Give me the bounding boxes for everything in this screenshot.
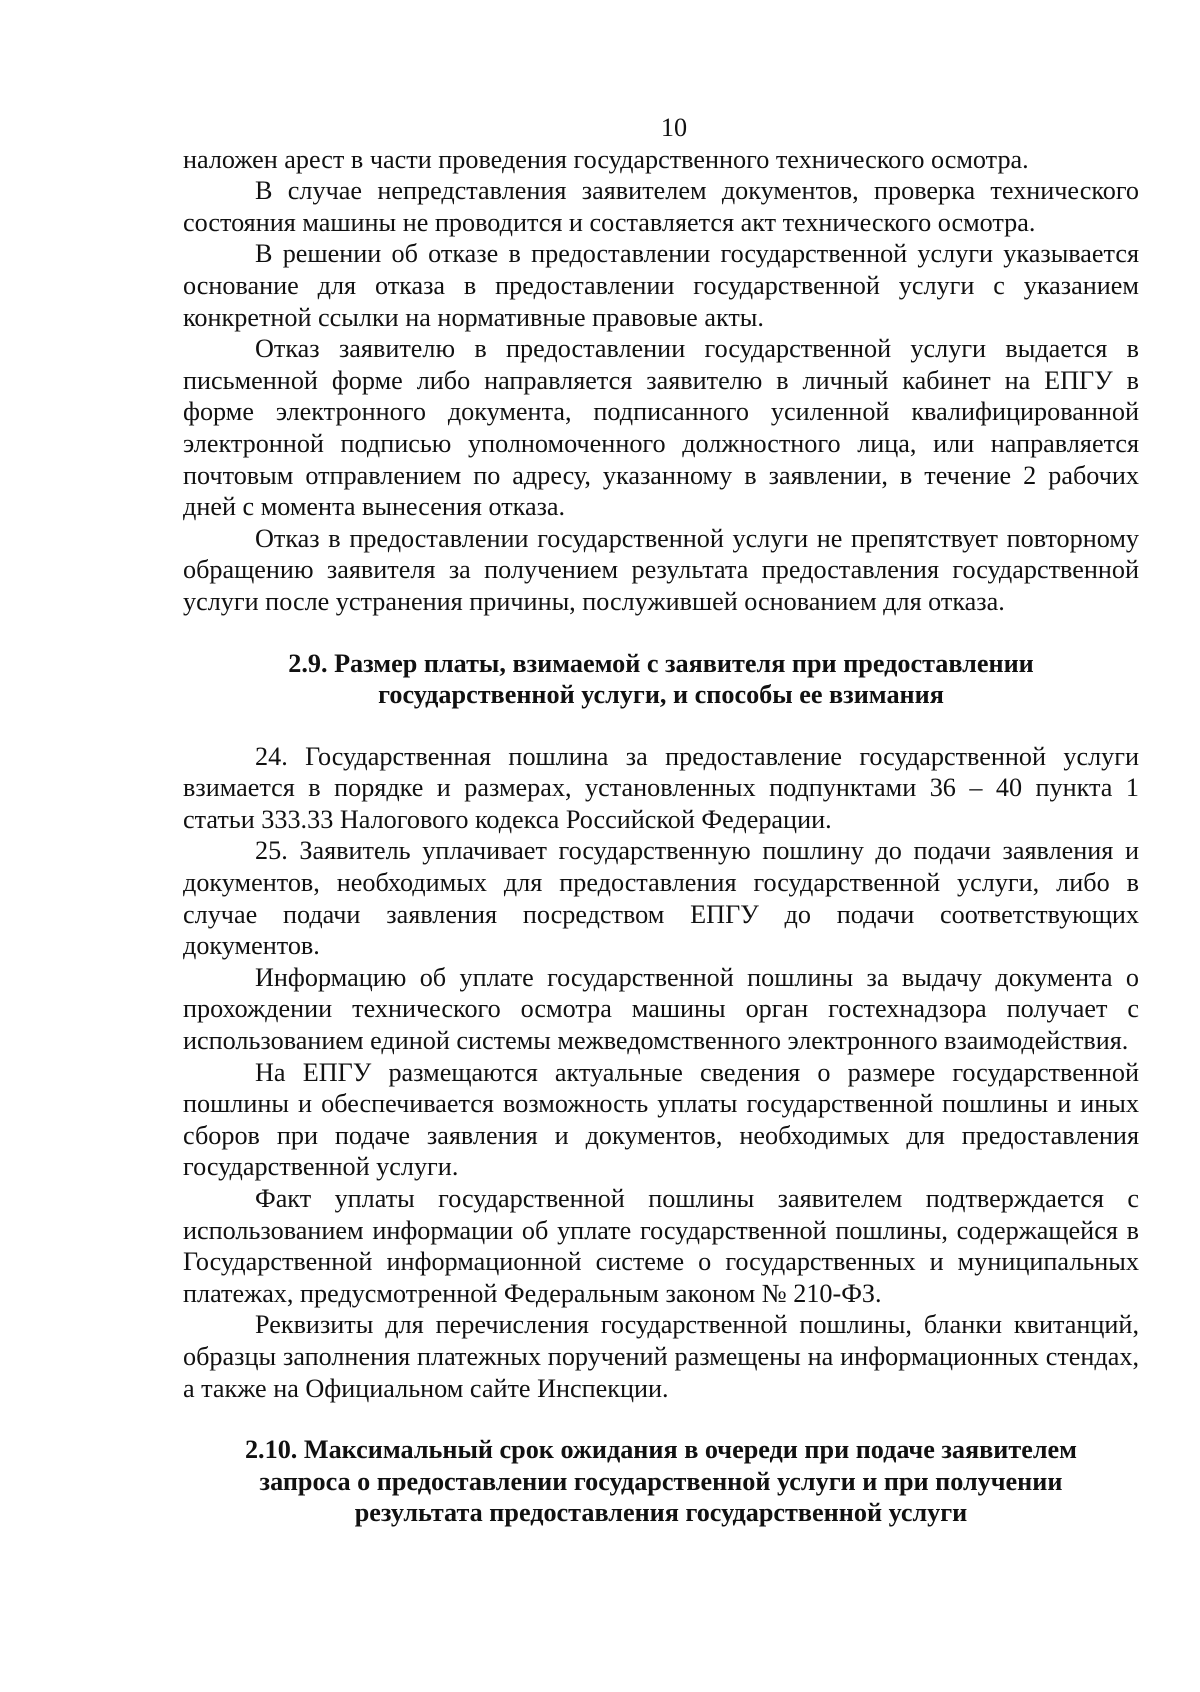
paragraph-arrest: наложен арест в части проведения государственного технического осмотра.: [183, 144, 1029, 174]
paragraph-item-24: 24. Государственная пошлина за предоставление государственной услуги взимается в порядке и размерах, установленных подпунктами 36 – 40 пункта 1 статьи 333.33 Налогового кодекса Российской Федерации.: [183, 741, 1139, 834]
paragraph-payment-confirmation: Факт уплаты государственной пошлины заявителем подтверждается с использованием информации об уплате государственной пошлины, содержащейся в Государственной информационной системе о государственных и муниципальных платежах, предусмотренной Федеральным законом № 210-ФЗ.: [183, 1184, 1139, 1308]
section-heading-2-10-line1: 2.10. Максимальный срок ожидания в очереди при подаче заявителем: [244, 1435, 1078, 1465]
section-heading-2-10: [183, 1434, 1139, 1529]
section-heading-2-9: [183, 648, 1139, 711]
paragraph-refusal-decision: В решении об отказе в предоставлении государственной услуги указывается основание для отказа в предоставлении государственной услуги с указанием конкретной ссылки на нормативные правовые акты.: [183, 239, 1139, 332]
paragraph-refusal-delivery: Отказ заявителю в предоставлении государственной услуги выдается в письменной форме либо направляется заявителю в личный кабинет на ЕПГУ в форме электронного документа, подписанного усиленной квалифицированной электронной подписью уполномоченного должностного лица, или направляется почтовым отправлением по адресу, указанному в заявлении, в течение 2 рабочих дней с момента вынесения отказа.: [183, 334, 1139, 522]
paragraph-epgu-payment: На ЕПГУ размещаются актуальные сведения о размере государственной пошлины и обеспечивается возможность уплаты государственной пошлины и иных сборов при подаче заявления и документов, необходимых для предоставления государственной услуги.: [183, 1057, 1139, 1182]
section-heading-2-10-line2: запроса о предоставлении государственной услуги и при получении: [259, 1466, 1063, 1496]
section-heading-2-9-line1: 2.9. Размер платы, взимаемой с заявителя при предоставлении: [288, 648, 1034, 678]
paragraph-payment-info: Информацию об уплате государственной пошлины за выдачу документа о прохождении технического осмотра машины орган гостехнадзора получает с использованием единой системы межведомственного электронного взаимодействия.: [183, 962, 1139, 1056]
paragraph-repeat-request: Отказ в предоставлении государственной услуги не препятствует повторному обращению заявителя за получением результата предоставления государственной услуги после устранения причины, послужившей основанием для отказа.: [183, 523, 1139, 616]
paragraph-item-25: 25. Заявитель уплачивает государственную пошлину до подачи заявления и документов, необходимых для предоставления государственной услуги, либо в случае подачи заявления посредством ЕПГУ до подачи соответствующих документов.: [183, 836, 1139, 961]
paragraph-no-documents: В случае непредставления заявителем документов, проверка технического состояния машины не проводится и составляется акт технического осмотра.: [183, 176, 1139, 237]
section-heading-2-10-line3: результата предоставления государственной услуги: [354, 1498, 968, 1528]
document-page: [183, 112, 1139, 1529]
section-heading-2-9-line2: государственной услуги, и способы ее взимания: [378, 680, 944, 710]
page-number: 10: [660, 113, 688, 142]
paragraph-payment-details: Реквизиты для перечисления государственной пошлины, бланки квитанций, образцы заполнения платежных поручений размещены на информационных стендах, а также на Официальном сайте Инспекции.: [183, 1310, 1139, 1403]
